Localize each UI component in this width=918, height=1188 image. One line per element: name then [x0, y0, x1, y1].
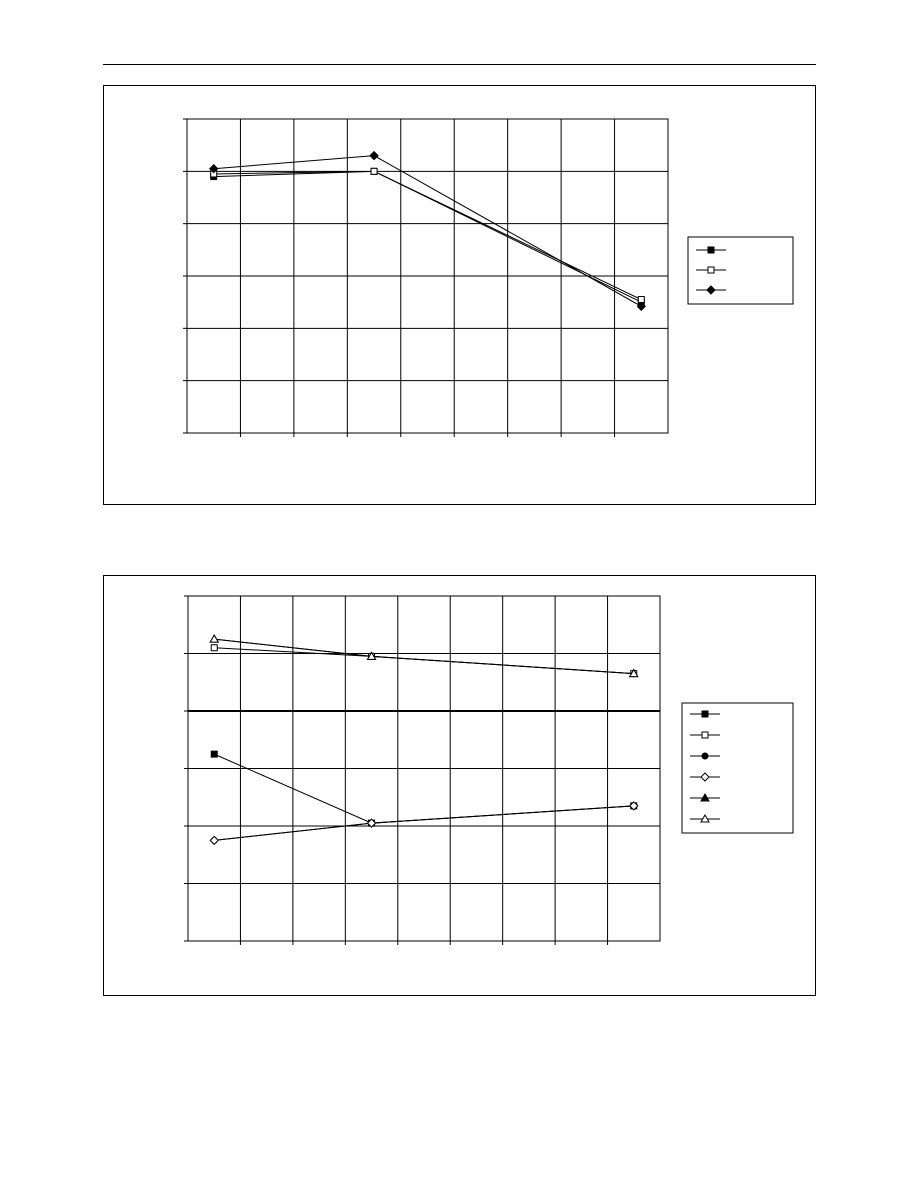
chart-2-series-1-point [211, 751, 217, 757]
chart-2-series-2-point [211, 645, 217, 651]
chart-2-series-6-point [210, 635, 218, 642]
chart-1-series-3-line [214, 156, 642, 307]
chart-2-series-6-line [214, 639, 634, 674]
chart-2-svg [104, 576, 815, 995]
chart-1-svg [104, 86, 815, 504]
chart-1-series-2-point [371, 168, 377, 174]
chart-1-legend-marker-1 [708, 247, 714, 253]
chart-2-series-5-line [214, 639, 634, 674]
chart-2-legend-marker-1 [702, 711, 708, 717]
chart-2-series-3-line [214, 806, 634, 841]
chart-1-legend-marker-2 [708, 267, 714, 273]
page-header-rule [103, 64, 816, 65]
chart-2-frame [103, 575, 816, 996]
chart-1-series-1-line [214, 171, 642, 302]
chart-2-series-1-line [214, 754, 634, 823]
chart-1-frame [103, 85, 816, 505]
chart-2-series-4-point [210, 836, 218, 844]
chart-2-series-4-line [214, 806, 634, 841]
chart-2-legend-marker-2 [702, 732, 708, 738]
chart-1-series-3-point [370, 152, 378, 160]
chart-2-legend-box [682, 703, 793, 833]
chart-2-legend-marker-3 [702, 753, 708, 759]
chart-1-series-2-line [214, 171, 642, 299]
